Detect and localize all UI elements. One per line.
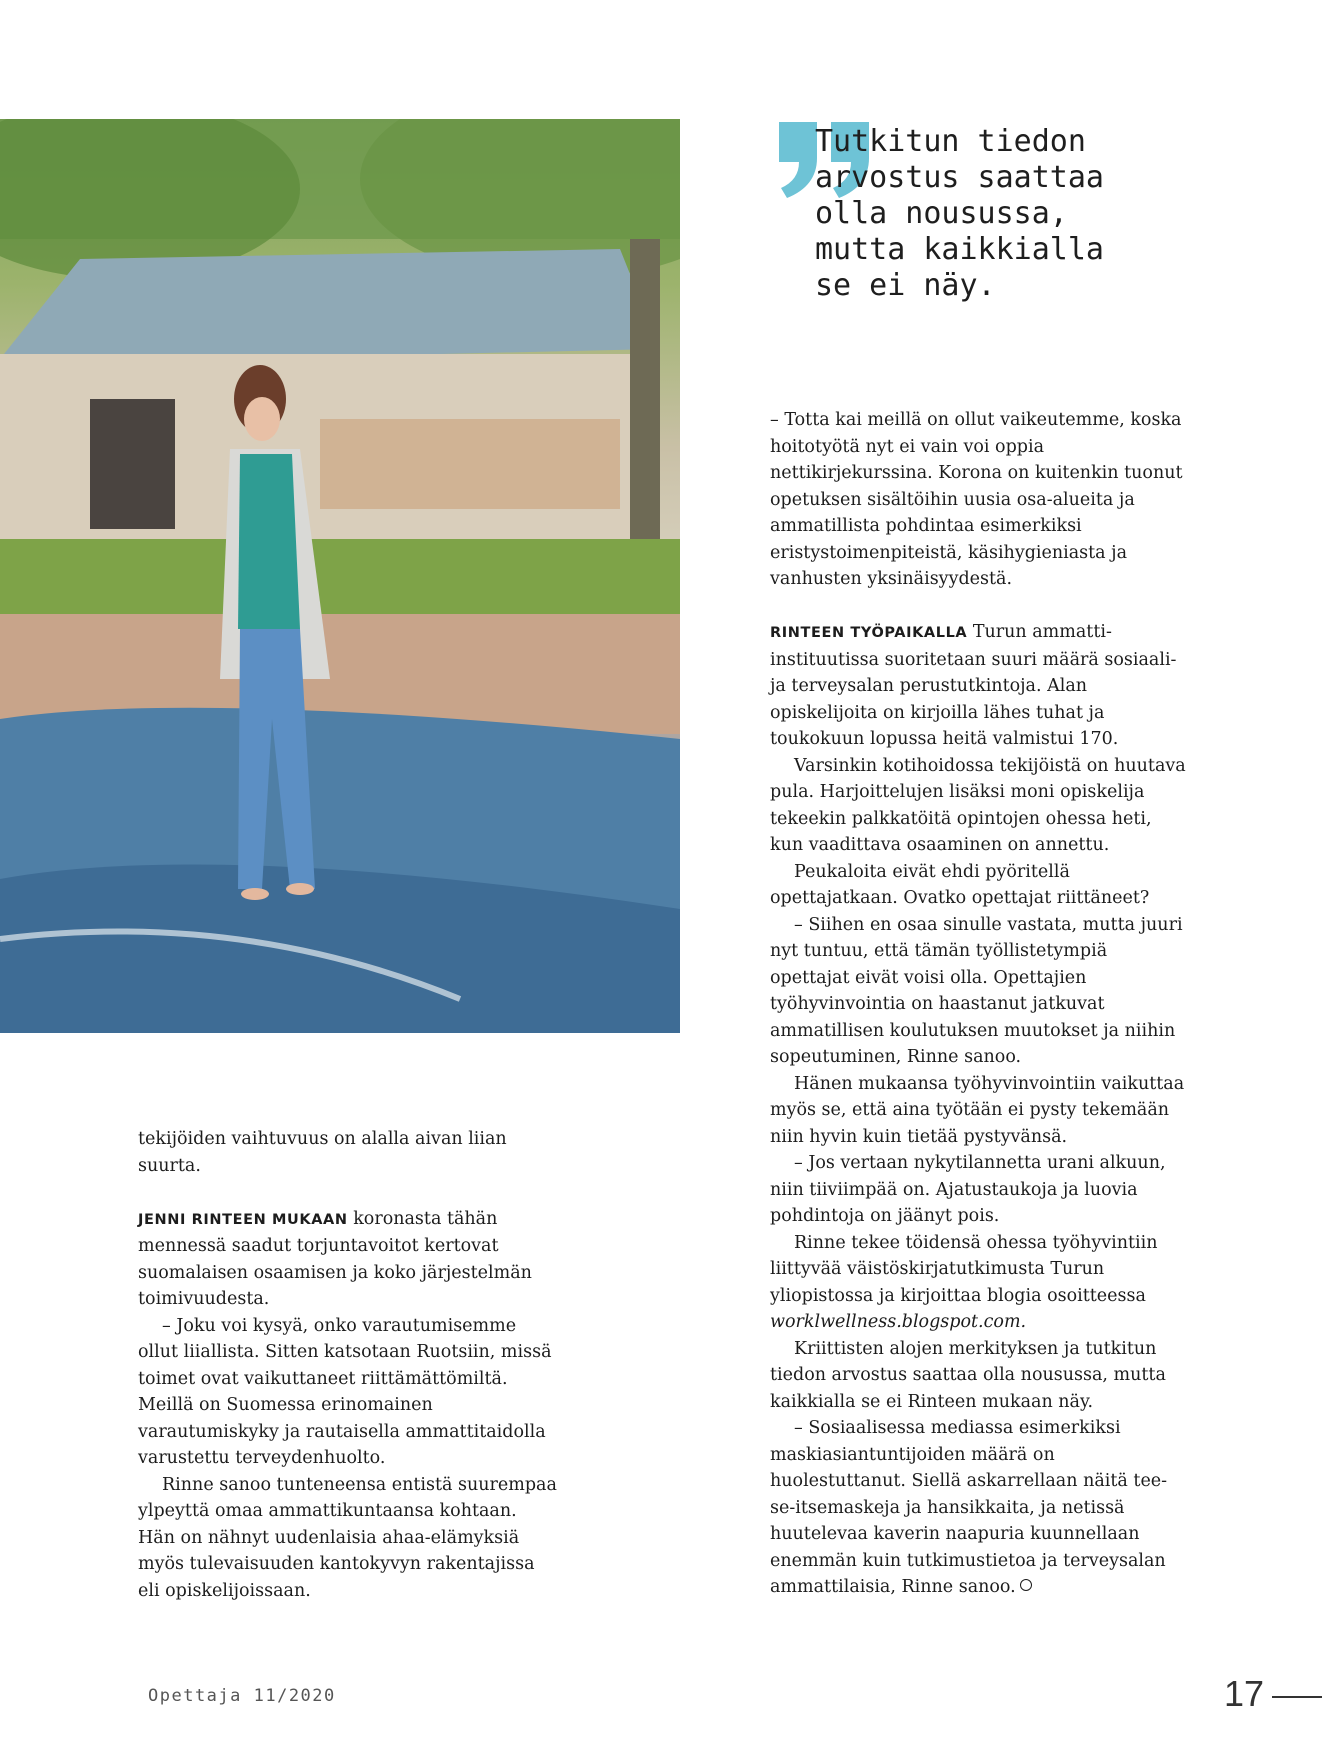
article-column-right: [770, 407, 1190, 1601]
paragraph: – Siihen en osaa sinulle vastata, mutta juuri nyt tuntuu, että tämän työllistetympiä opettajat eivät voisi olla. Opettajien työhyvinvointia on haastanut jatkuvat ammatillisen koulutuksen muutokset ja niihin sopeutuminen, Rinne sanoo.: [770, 914, 1183, 1067]
section-lead: RINTEEN TYÖPAIKALLA: [770, 625, 968, 641]
blog-url-link[interactable]: worklwellness.blogspot.com.: [770, 1312, 1027, 1332]
paragraph: [770, 1230, 1190, 1336]
paragraph: Varsinkin kotihoidossa tekijöistä on huutava pula. Harjoittelujen lisäksi moni opiskelija tekeekin palkkatöitä opintojen ohessa heti, kun vaadittava osaaminen on annettu.: [770, 755, 1186, 855]
paragraph: [770, 1415, 1190, 1601]
paragraph: – Joku voi kysyä, onko varautumisemme ollut liiallista. Sitten katsotaan Ruotsiin, missä toimet ovat vaikuttaneet riittämättömiltä. Meillä on Suomessa erinomainen varautumiskyky ja rautaisella ammattitaidolla varustettu terveydenhuolto.: [138, 1315, 552, 1468]
article-photo: [0, 119, 680, 1033]
paragraph: [138, 1206, 558, 1313]
paragraph: Rinne sanoo tunteneensa entistä suurempaa ylpeyttä omaa ammattikuntaansa kohtaan. Hän on nähnyt uudenlaisia ahaa-elämyksiä myös tulevaisuuden kantokyvyn rakentajissa eli opiskelijoissaan.: [138, 1474, 557, 1601]
pull-quote: [775, 124, 1255, 304]
paragraph: [770, 619, 1190, 753]
paragraph-text: Rinne tekee töidensä ohessa työhyvintiin liittyvää väistöskirjatutkimusta Turun yliopistossa ja kirjoittaa blogia osoitteessa: [770, 1232, 1158, 1306]
paragraph-text: – Sosiaalisessa mediassa esimerkiksi maskiasiantuntijoiden määrä on huolestuttanut. Siellä askarrellaan näitä tee-se-itsemaskeja ja hansikkaita, ja netissä huutelevaa kaverin naapuria kuunnellaan enemmän kuin tutkimustietoa ja terveysalan ammattilaisia, Rinne sanoo.: [770, 1418, 1168, 1597]
paragraph-text: Turun ammatti-instituutissa suoritetaan suuri määrä sosiaali- ja terveysalan perustutkintoja. Alan opiskelijoita on kirjoilla lähes tuhat ja toukokuun lopussa heitä valmistui 170.: [770, 622, 1177, 749]
page-number-rule: [1272, 1696, 1322, 1698]
paragraph: – Jos vertaan nykytilannetta urani alkuun, niin tiiviimpää on. Ajatustaukoja ja luovia pohdintoja on jäänyt pois.: [770, 1153, 1166, 1226]
photo-woman-walking-in-shallow-water: [0, 119, 680, 1033]
page-number: 17: [1224, 1673, 1265, 1714]
paragraph: – Totta kai meillä on ollut vaikeutemme, koska hoitotyötä nyt ei vain voi oppia nettikirjekurssina. Korona on kuitenkin tuonut opetuksen sisältöihin uusia osa-alueita ja ammatillista pohdintaa esimerkiksi eristystoimenpiteistä, käsihygieniasta ja vanhusten yksinäisyydestä.: [770, 410, 1183, 589]
paragraph: Kriittisten alojen merkityksen ja tutkitun tiedon arvostus saattaa olla nousussa, mutta kaikkialla se ei Rinteen mukaan näy.: [770, 1338, 1166, 1412]
article-column-left: [138, 1126, 558, 1604]
section-lead: JENNI RINTEEN MUKAAN: [138, 1211, 348, 1228]
pull-quote-text: Tutkitun tiedon arvostus saattaa olla nousussa, mutta kaikkialla se ei näy.: [815, 124, 1104, 303]
paragraph-text: koronasta tähän mennessä saadut torjuntavoitot kertovat suomalaisen osaamisen ja koko järjestelmän toimivuudesta.: [138, 1208, 532, 1309]
end-mark-icon: [1020, 1579, 1032, 1591]
paragraph: Peukaloita eivät ehdi pyöritellä opettajatkaan. Ovatko opettajat riittäneet?: [770, 861, 1150, 908]
paragraph: tekijöiden vaihtuvuus on alalla aivan liian suurta.: [138, 1129, 507, 1176]
magazine-issue: Opettaja 11/2020: [148, 1686, 336, 1706]
paragraph: Hänen mukaansa työhyvinvointiin vaikuttaa myös se, että aina työtään ei pysty tekemään niin hyvin kuin tietää pystyvänsä.: [770, 1073, 1185, 1147]
